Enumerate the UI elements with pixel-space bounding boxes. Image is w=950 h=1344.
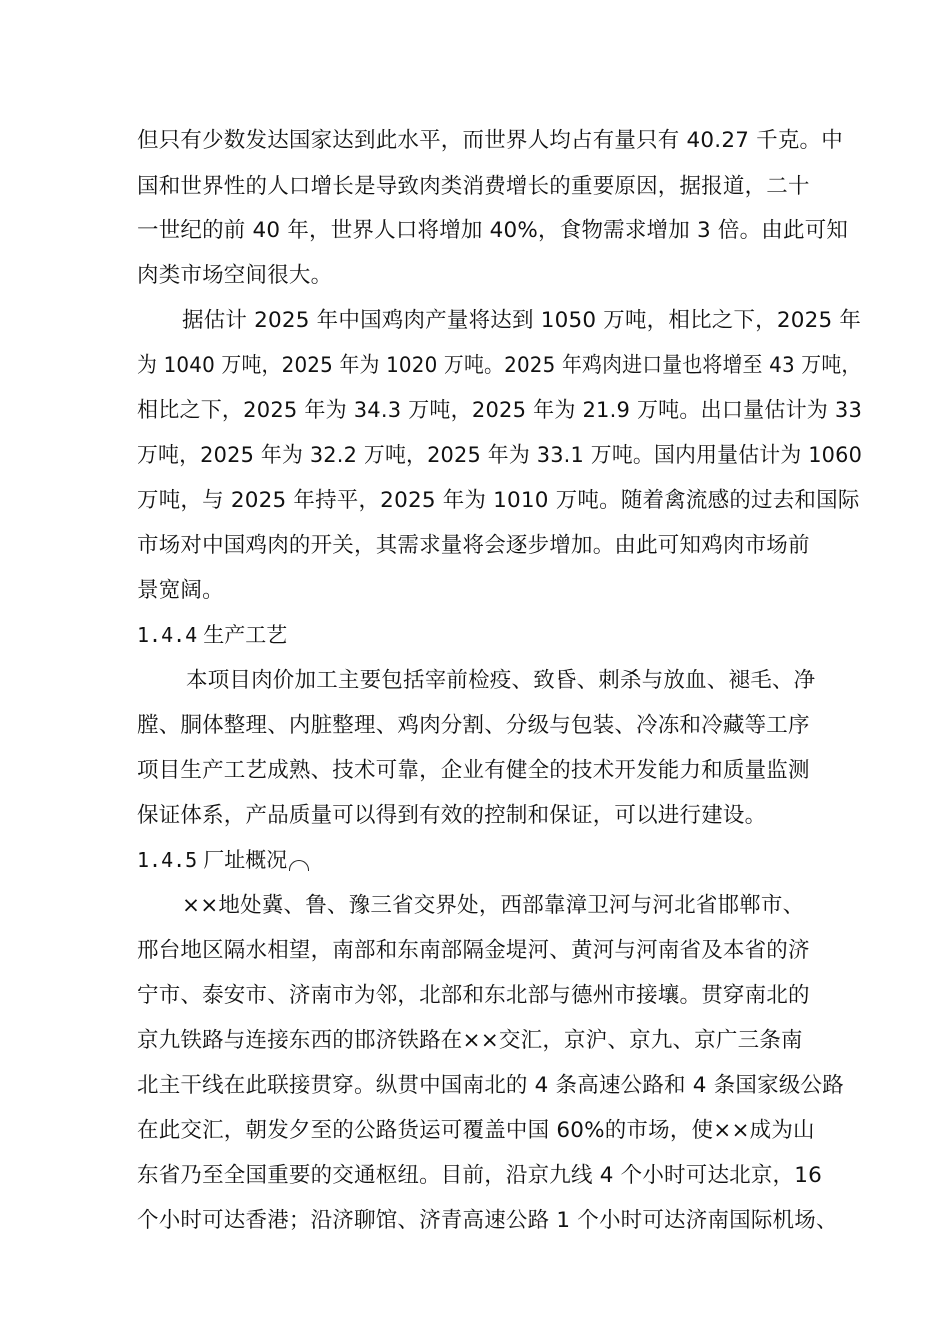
paragraph-2-line-6: 市场对中国鸡肉的开关，其需求量将会逐步增加。由此可知鸡肉市场前 — [137, 533, 810, 558]
paragraph-1-line-1: 但只有少数发达国家达到此水平，而世界人均占有量只有 40.27 千克。中 — [137, 128, 843, 153]
paragraph-2-line-5: 万吨，与 2025 年持平，2025 年为 1010 万吨。随着禽流感的过去和国际 — [137, 488, 860, 513]
paragraph-4-line-6: 在此交汇，朝发夕至的公路货运可覆盖中国 60%的市场，使××成为山 — [137, 1118, 815, 1143]
paragraph-2-line-3: 相比之下，2025 年为 34.3 万吨，2025 年为 21.9 万吨。出口量估计为 33 — [137, 398, 863, 423]
paragraph-2-line-2: 为 1040 万吨，2025 年为 1020 万吨。2025 年鸡肉进口量也将增至 43 万吨， — [137, 353, 862, 378]
paragraph-3-line-1: 本项目肉价加工主要包括宰前检疫、致昏、刺杀与放血、褪毛、净 — [186, 668, 816, 693]
paragraph-2-line-1: 据估计 2025 年中国鸡肉产量将达到 1050 万吨，相比之下，2025 年 — [182, 308, 862, 333]
paragraph-4-line-8: 个小时可达香港；沿济聊馆、济青高速公路 1 个小时可达济南国际机场、 — [137, 1208, 838, 1233]
paragraph-3-line-4: 保证体系，产品质量可以得到有效的控制和保证，可以进行建设。 — [137, 803, 767, 828]
paragraph-1-line-2: 国和世界性的人口增长是导致肉类消费增长的重要原因，据报道，二十 — [137, 174, 810, 199]
section-number: 1.4.5 — [137, 848, 198, 872]
paragraph-4-line-2: 邢台地区隔水相望，南部和东南部隔金堤河、黄河与河南省及本省的济 — [137, 938, 810, 963]
paragraph-2-line-4: 万吨，2025 年为 32.2 万吨，2025 年为 33.1 万吨。国内用量估计为 1060 — [137, 443, 863, 468]
editing-mark-icon — [289, 860, 309, 871]
section-title: 厂址概况 — [203, 848, 288, 872]
paragraph-4-line-1: ××地处冀、鲁、豫三省交界处，西部靠漳卫河与河北省邯郸市、 — [182, 893, 805, 918]
paragraph-3-line-2: 膛、胴体整理、内脏整理、鸡肉分割、分级与包装、冷冻和冷藏等工序 — [137, 713, 810, 738]
paragraph-4-line-5: 北主干线在此联接贯穿。纵贯中国南北的 4 条高速公路和 4 条国家级公路 — [137, 1073, 844, 1098]
paragraph-1-line-4: 肉类市场空间很大。 — [137, 263, 333, 288]
paragraph-2-line-7: 景宽阔。 — [137, 578, 224, 603]
paragraph-4-line-3: 宁市、泰安市、济南市为邻，北部和东北部与德州市接壤。贯穿南北的 — [137, 983, 810, 1008]
section-heading-144 — [137, 620, 287, 650]
section-number: 1.4.4 — [137, 623, 198, 647]
paragraph-4-line-4: 京九铁路与连接东西的邯济铁路在××交汇，京沪、京九、京广三条南 — [137, 1028, 803, 1053]
paragraph-4-line-7: 东省乃至全国重要的交通枢纽。目前，沿京九线 4 个小时可达北京，16 — [137, 1163, 823, 1188]
paragraph-1-line-3: 一世纪的前 40 年，世界人口将增加 40%，食物需求增加 3 倍。由此可知 — [137, 218, 849, 243]
section-heading-145 — [137, 845, 309, 875]
section-title: 生产工艺 — [203, 623, 288, 647]
paragraph-3-line-3: 项目生产工艺成熟、技术可靠，企业有健全的技术开发能力和质量监测 — [137, 758, 810, 783]
